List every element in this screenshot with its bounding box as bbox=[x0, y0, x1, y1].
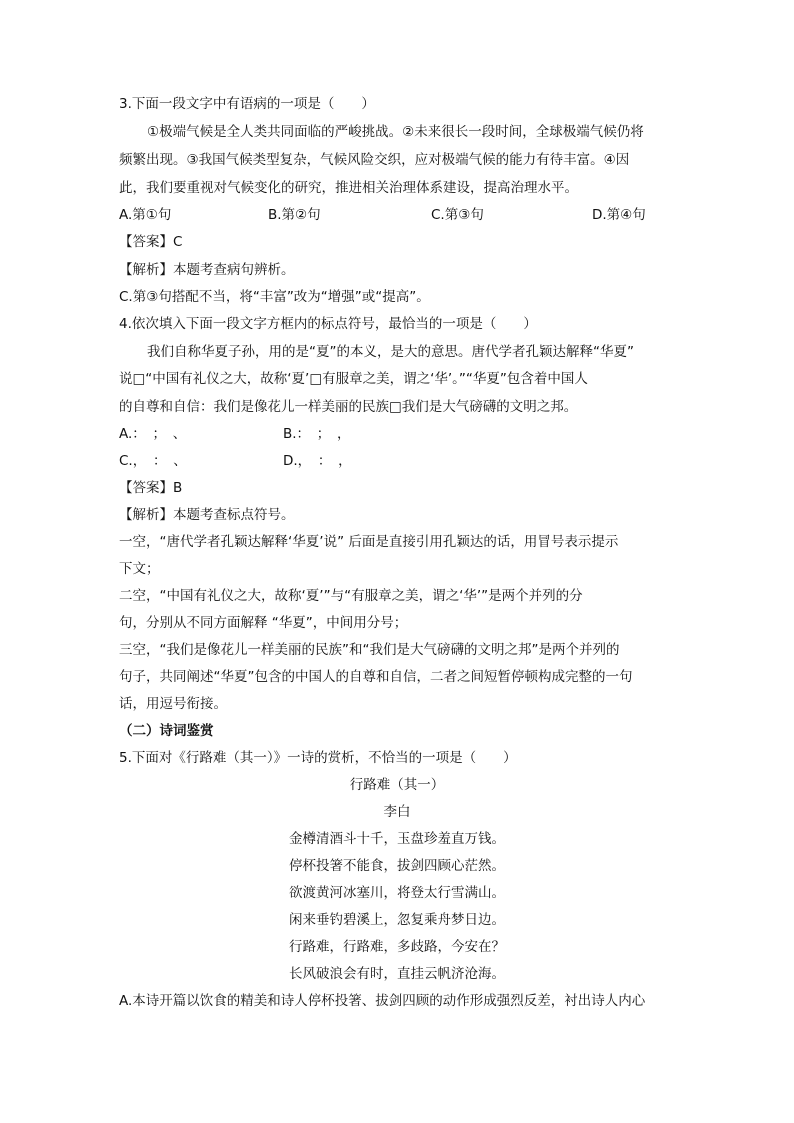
q4-analysis-line: 【解析】本题考查标点符号。 bbox=[119, 507, 295, 523]
poem-author: 李白 bbox=[383, 804, 411, 820]
poem-line: 长风破浪会有时，直挂云帆济沧海。 bbox=[289, 966, 505, 982]
q3-answer: 【答案】C bbox=[119, 234, 183, 250]
poem-line: 停杯投箸不能食，拔剑四顾心茫然。 bbox=[289, 858, 505, 874]
q3-passage-line: 此，我们要重视对气候变化的研究，推进相关治理体系建设，提高治理水平。 bbox=[119, 180, 578, 196]
poem-line: 闲来垂钓碧溪上，忽复乘舟梦日边。 bbox=[289, 912, 505, 928]
poem-title: 行路难（其一） bbox=[349, 777, 445, 793]
q5-stem: 5.下面对《行路难（其一）》一诗的赏析，不恰当的一项是（ ） bbox=[119, 750, 517, 766]
q4-passage-line: 我们自称华夏子孙，用的是“夏”的本义，是大的意思。唐代学者孔颖达解释“华夏” bbox=[147, 344, 634, 360]
q3-option-d: D.第④句 bbox=[592, 207, 646, 223]
q3-option-c: C.第③句 bbox=[431, 207, 484, 223]
q3-passage-line: 频繁出现。③我国气候类型复杂，气候风险交织，应对极端气候的能力有待丰富。④因 bbox=[119, 152, 630, 168]
q4-passage-line: 说□“中国有礼仪之大，故称‘夏’□有服章之美，谓之‘华’。”“华夏”包含着中国人 bbox=[119, 371, 588, 387]
poem-line: 金樽清酒斗十千，玉盘珍羞直万钱。 bbox=[289, 831, 505, 847]
q4-analysis-line: 一空，“唐代学者孔颖达解释‘华夏’说” 后面是直接引用孔颖达的话，用冒号表示提示 bbox=[119, 534, 619, 550]
q4-passage-line: 的自尊和自信：我们是像花儿一样美丽的民族□我们是大气磅礴的文明之邦。 bbox=[119, 399, 578, 415]
q4-option-c: C.， ： 、 bbox=[119, 453, 187, 469]
q4-answer: 【答案】B bbox=[119, 480, 183, 496]
q4-analysis-line: 下文； bbox=[119, 561, 160, 577]
q4-option-a: A.： ； 、 bbox=[119, 426, 187, 442]
q3-option-a: A.第①句 bbox=[119, 207, 172, 223]
q3-passage-line: ①极端气候是全人类共同面临的严峻挑战。②未来很长一段时间，全球极端气候仍将 bbox=[147, 124, 644, 140]
q5-option-a: A.本诗开篇以饮食的精美和诗人停杯投箸、拔剑四顾的动作形成强烈反差，衬出诗人内心 bbox=[119, 993, 646, 1009]
q4-analysis-line: 句，分别从不同方面解释 “华夏”，中间用分号； bbox=[119, 615, 408, 631]
q4-analysis-line: 二空，“中国有礼仪之大，故称‘夏’”与“有服章之美，谓之‘华’”是两个并列的分 bbox=[119, 588, 583, 604]
poem-line: 欲渡黄河冰塞川，将登太行雪满山。 bbox=[289, 885, 505, 901]
q4-analysis-line: 话，用逗号衔接。 bbox=[119, 696, 227, 712]
q4-analysis-line: 句子，共同阐述“华夏”包含的中国人的自尊和自信，二者之间短暂停顿构成完整的一句 bbox=[119, 669, 633, 685]
q3-analysis-line: 【解析】本题考查病句辨析。 bbox=[119, 262, 295, 278]
q4-analysis-line: 三空，“我们是像花儿一样美丽的民族”和“我们是大气磅礴的文明之邦”是两个并列的 bbox=[119, 642, 620, 658]
q3-option-b: B.第②句 bbox=[268, 207, 321, 223]
q4-option-b: B.： ； ， bbox=[283, 426, 351, 442]
poem-line: 行路难，行路难，多歧路，今安在？ bbox=[289, 939, 505, 955]
q4-option-d: D.， ： ， bbox=[283, 453, 352, 469]
q4-stem: 4.依次填入下面一段文字方框内的标点符号，最恰当的一项是（ ） bbox=[119, 316, 537, 332]
section-heading: （二）诗词鉴赏 bbox=[119, 723, 214, 739]
q3-analysis-line: C.第③句搭配不当，将“丰富”改为“增强”或“提高”。 bbox=[119, 289, 430, 305]
q3-stem: 3.下面一段文字中有语病的一项是（ ） bbox=[119, 96, 375, 112]
